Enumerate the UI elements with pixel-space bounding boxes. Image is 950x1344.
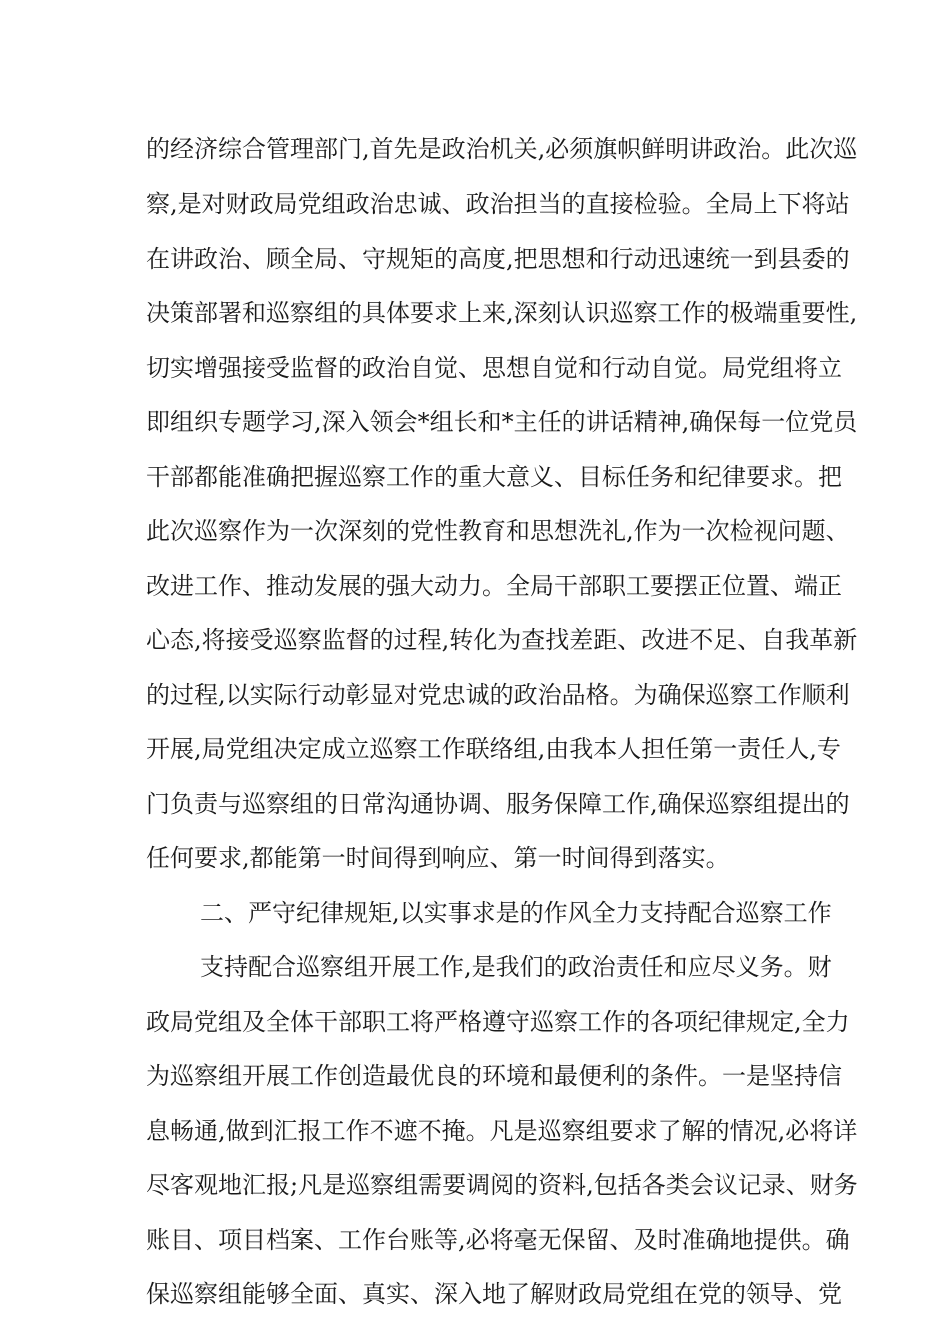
body-text-line: 察,是对财政局党组政治忠诚、政治担当的直接检验。全局上下将站: [146, 190, 850, 218]
body-text-line: 改进工作、推动发展的强大动力。全局干部职工要摆正位置、端正: [146, 572, 842, 600]
body-text-line: 即组织专题学习,深入领会*组长和*主任的讲话精神,确保每一位党员: [146, 408, 858, 436]
body-text-line: 在讲政治、顾全局、守规矩的高度,把思想和行动迅速统一到县委的: [146, 245, 850, 273]
body-text-line: 门负责与巡察组的日常沟通协调、服务保障工作,确保巡察组提出的: [146, 790, 850, 818]
body-text-line: 开展,局党组决定成立巡察工作联络组,由我本人担任第一责任人,专: [146, 735, 841, 763]
body-text-line: 心态,将接受巡察监督的过程,转化为查找差距、改进不足、自我革新: [146, 626, 858, 654]
body-text-line: 决策部署和巡察组的具体要求上来,深刻认识巡察工作的极端重要性,: [146, 299, 858, 327]
body-text-line: 干部都能准确把握巡察工作的重大意义、目标任务和纪律要求。把: [146, 463, 842, 491]
body-text-line: 保巡察组能够全面、真实、深入地了解财政局党组在党的领导、党: [146, 1280, 842, 1308]
body-text-line: 的经济综合管理部门,首先是政治机关,必须旗帜鲜明讲政治。此次巡: [146, 135, 858, 163]
body-text-line: 政局党组及全体干部职工将严格遵守巡察工作的各项纪律规定,全力: [146, 1008, 850, 1036]
body-text-line: 的过程,以实际行动彰显对党忠诚的政治品格。为确保巡察工作顺利: [146, 681, 850, 709]
body-text-line: 尽客观地汇报;凡是巡察组需要调阅的资料,包括各类会议记录、财务: [146, 1171, 858, 1199]
body-text-line: 为巡察组开展工作创造最优良的环境和最便利的条件。一是坚持信: [146, 1062, 842, 1090]
section-heading: 二、严守纪律规矩,以实事求是的作风全力支持配合巡察工作: [200, 899, 832, 927]
body-text-line: 账目、项目档案、工作台账等,必将毫无保留、及时准确地提供。确: [146, 1226, 850, 1254]
body-text-line: 此次巡察作为一次深刻的党性教育和思想洗礼,作为一次检视问题、: [146, 517, 850, 545]
body-text-line: 息畅通,做到汇报工作不遮不掩。凡是巡察组要求了解的情况,必将详: [146, 1117, 858, 1145]
body-text-line: 切实增强接受监督的政治自觉、思想自觉和行动自觉。局党组将立: [146, 354, 842, 382]
paragraph-end-line: 任何要求,都能第一时间得到响应、第一时间得到落实。: [146, 844, 730, 872]
paragraph-first-line: 支持配合巡察组开展工作,是我们的政治责任和应尽义务。财: [200, 953, 832, 981]
